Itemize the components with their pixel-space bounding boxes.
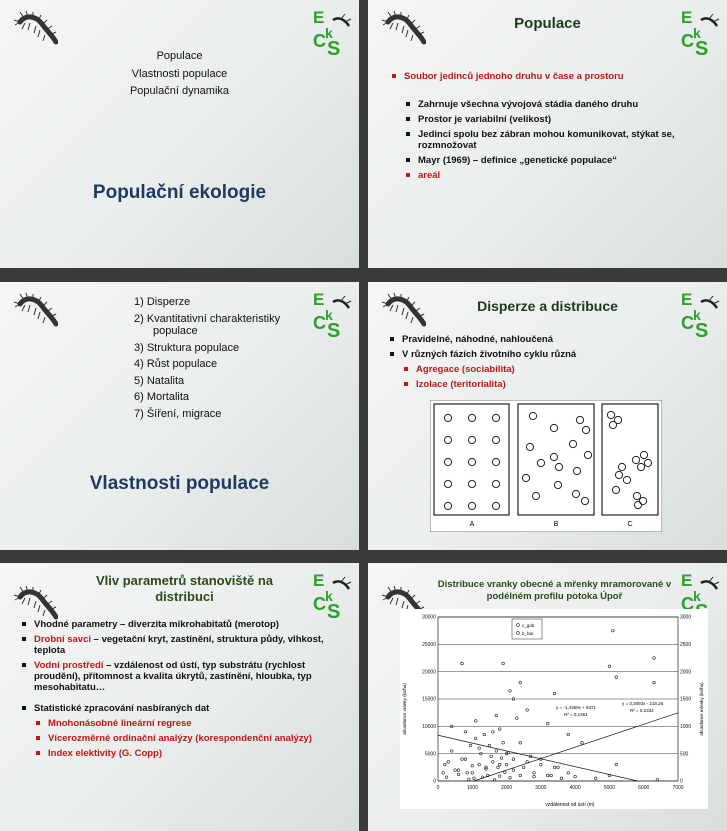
abundance-chart: [400, 609, 708, 809]
y-tick-label: 0: [433, 778, 436, 785]
y2-tick-label: 0: [680, 778, 683, 785]
list-item: Vhodné parametry – diverzita mikrohabitatů (merotop): [20, 619, 340, 630]
slide-6[interactable]: [368, 563, 727, 831]
menu-item-dynamika: Populační dynamika: [129, 85, 230, 97]
main-bullet: Soubor jedinců jednoho druhu v čase a prostoru: [390, 71, 700, 82]
slide-title: Disperze a distribuce: [477, 298, 618, 314]
slide-title: Vliv parametrů stanoviště na distribuci: [95, 573, 273, 604]
centipede-icon: [12, 10, 58, 48]
slide-5[interactable]: [0, 563, 359, 831]
slide-title: Populace: [514, 15, 581, 32]
list-item: 5) Natalita: [134, 374, 185, 387]
slide-2[interactable]: [368, 0, 727, 268]
list-item: Index elektivity (G. Copp): [34, 748, 340, 759]
slide-title: Distribuce vranky obecné a mřenky mramorované v podélném profilu potoka Úpoř: [437, 579, 672, 602]
y2-axis-label: abundance mřenky (ks/ha): [699, 682, 704, 736]
slide-3[interactable]: [0, 282, 359, 550]
panel-label-c: C: [627, 521, 633, 528]
x-tick-label: 5000: [603, 785, 615, 791]
list-item: Prostor je variabilní (velikost): [404, 114, 704, 125]
ekcs-logo-icon: [679, 288, 721, 340]
fit-r2-1: R² = 0,1351: [564, 712, 588, 717]
x-tick-label: 2000: [501, 785, 513, 791]
panel-label-b: B: [553, 521, 559, 528]
ekcs-logo-icon: [679, 6, 721, 58]
list-item: 4) Růst populace: [134, 358, 218, 370]
y2-tick-label: 3000: [680, 614, 692, 621]
legend-b-bar: b_bar: [522, 631, 534, 636]
y-tick-label: 10000: [422, 724, 436, 731]
menu-item-vlastnosti: Vlastnosti populace: [131, 67, 228, 80]
y2-tick-label: 2000: [680, 669, 692, 676]
list-item: 6) Mortalita: [134, 391, 190, 403]
x-axis-label: vzdálenost od ústí (m): [545, 802, 595, 808]
x-tick-label: 1000: [466, 785, 478, 791]
list-item: Zahrnuje všechna vývojová stádia daného druhu: [404, 99, 704, 110]
list-item: Vodní prostředí – vzdálenost od ústí, typ substrátu (rychlost proudění), přítomnost a kvalita úkrytů, zastínění, hloubka, typ mesohabitatu…: [20, 660, 340, 693]
list-item: Mnohonásobné lineární regrese: [34, 718, 340, 729]
y2-tick-label: 500: [680, 751, 689, 758]
legend-c-gob: c_gob: [522, 623, 535, 628]
centipede-icon: [12, 292, 58, 330]
fit-r2-2: R² = 0,2334: [630, 708, 654, 713]
slide-title: Vlastnosti populace: [89, 473, 270, 494]
slide-1[interactable]: [0, 0, 359, 268]
fit-equation-1: y = -1,4369x + 8371: [556, 705, 597, 710]
panel-label-a: A: [469, 521, 475, 528]
x-tick-label: 6000: [638, 785, 650, 791]
dispersion-diagram: [430, 400, 662, 532]
centipede-icon: [12, 585, 58, 623]
list-item: Agregace (sociabilita): [402, 364, 688, 375]
list-item: Pravidelné, náhodné, nahloučená: [388, 334, 688, 345]
ekcs-logo-icon: [311, 569, 353, 621]
x-tick-label: 0: [436, 785, 440, 791]
y-tick-label: 30000: [422, 614, 436, 621]
y2-tick-label: 1000: [680, 724, 692, 731]
x-tick-label: 4000: [569, 785, 581, 791]
list-item: 1) Disperze: [134, 296, 191, 308]
y-tick-label: 20000: [422, 669, 436, 676]
x-tick-label: 3000: [535, 785, 547, 791]
list-item: Drobní savci – vegetační kryt, zastínění, struktura půdy, vlhkost, teplota: [20, 634, 340, 656]
list-item: Statistické zpracování nasbíraných dat: [20, 703, 340, 714]
x-tick-label: 7000: [672, 785, 684, 791]
y-tick-label: 5000: [424, 751, 436, 758]
list-item: areál: [404, 170, 704, 181]
fit-equation-2: y = 0,2093x - 218,26: [622, 701, 664, 706]
y-tick-label: 15000: [422, 696, 436, 703]
list-item: 7) Šíření, migrace: [134, 407, 222, 420]
list-item: Vícerozměrné ordinační analýzy (korespondenční analýzy): [34, 733, 340, 744]
y2-tick-label: 1500: [680, 696, 692, 703]
slide-4[interactable]: [368, 282, 727, 550]
menu-item-populace: Populace: [156, 50, 203, 62]
list-item: Mayr (1969) – definice „genetické populace“: [404, 155, 704, 166]
list-item: Izolace (teritorialita): [402, 379, 688, 390]
list-item: V různých fázích životního cyklu různá: [388, 349, 688, 360]
slide-title: Populační ekologie: [92, 182, 267, 203]
list-item: 3) Struktura populace: [134, 341, 240, 354]
y2-tick-label: 2500: [680, 642, 692, 649]
chart-legend: [512, 619, 542, 639]
list-item: 2) Kvantitativní charakteristiky populace: [134, 312, 281, 337]
y-axis-label: abundance vranky (ks/ha): [402, 683, 407, 735]
y-tick-label: 25000: [422, 642, 436, 649]
list-item: Jedinci spolu bez zábran mohou komunikovat, stýkat se, rozmnožovat: [404, 129, 704, 151]
ekcs-logo-icon: [311, 288, 353, 340]
